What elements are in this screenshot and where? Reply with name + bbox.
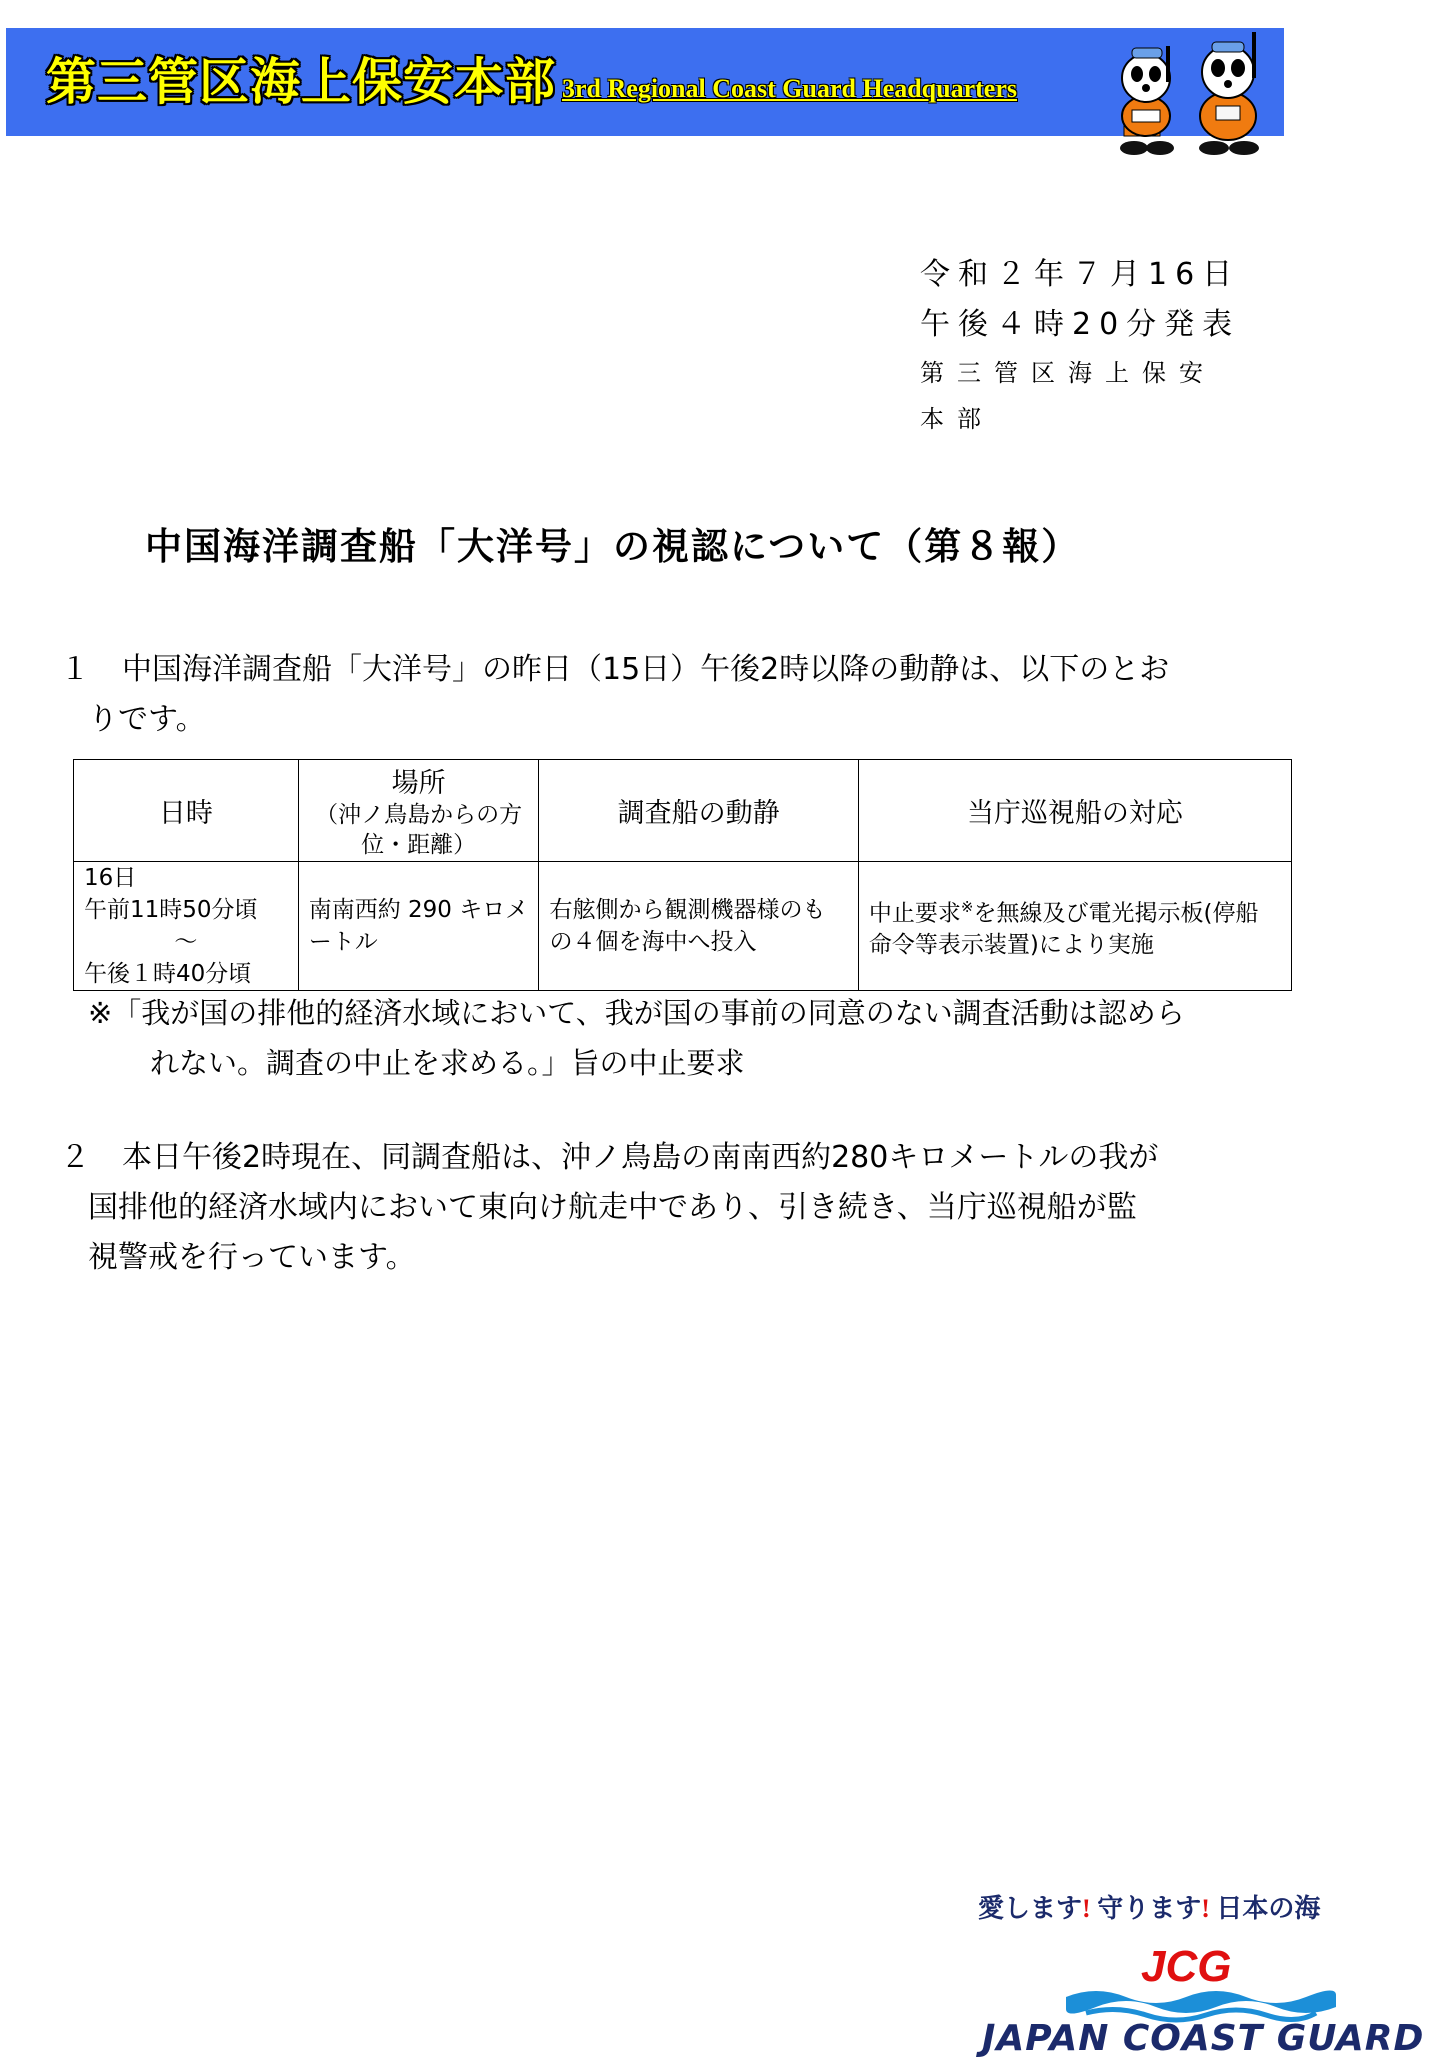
paragraph-text: 中国海洋調査船「大洋号」の昨日（15日）午後2時以降の動静は、以下のとお: [122, 652, 1170, 687]
response-post: を無線及び電光掲示板(停船命令等表示装置)により実施: [868, 900, 1259, 959]
slogan-excl: !: [1082, 1894, 1091, 1923]
paragraph-text: 国排他的経済水域内において東向け航走中であり、引き続き、当庁巡視船が監: [88, 1190, 1137, 1225]
paragraph-2: [60, 1133, 1300, 1283]
response-pre: 中止要求: [868, 900, 961, 927]
cell-start-time: 午前11時50分頃: [84, 897, 258, 923]
header-place-sub: （沖ノ鳥島からの方位・距離）: [315, 802, 523, 858]
slogan: [978, 1888, 1320, 1925]
cell-tilde: ～: [174, 929, 198, 955]
footnote: [88, 988, 1288, 1088]
coast-guard-mascots-icon: [1104, 26, 1284, 158]
cell-end-time: 午後１時40分頃: [84, 961, 252, 987]
footnote-line: ※「我が国の排他的経済水域において、我が国の事前の同意のない調査活動は認めら: [88, 996, 1185, 1030]
jcg-english-name: JAPAN COAST GUARD: [982, 2018, 1425, 2059]
paragraph-text: りです。: [88, 702, 206, 737]
slogan-part: 愛します: [978, 1894, 1083, 1923]
table-row: [74, 862, 1292, 991]
paragraph-number: ２: [60, 1140, 90, 1175]
header-movement: 調査船の動静: [539, 760, 858, 862]
issuing-org: 第三管区海上保安本部: [920, 359, 1216, 433]
cell-day: 16日: [84, 865, 137, 891]
response-mark: ※: [960, 897, 974, 916]
date-block: [920, 250, 1250, 433]
cell-place: 南南西約 290 キロメートル: [298, 862, 539, 991]
issue-time: 午後４時20分発表: [920, 307, 1241, 342]
slogan-part: 日本の海: [1216, 1894, 1321, 1923]
table-header-row: [74, 760, 1292, 862]
jcg-logo-text: JCG: [1141, 1942, 1232, 1991]
header-banner: [6, 28, 1284, 136]
cell-response: [858, 862, 1291, 991]
page-title: 中国海洋調査船「大洋号」の視認について（第８報）: [145, 525, 1081, 568]
paragraph-1: [60, 645, 1300, 745]
paragraph-number: １: [60, 652, 90, 687]
slogan-excl: !: [1201, 1894, 1210, 1923]
header-title-en: 3rd Regional Coast Guard Headquarters: [562, 74, 1017, 103]
header-response: 当庁巡視船の対応: [858, 760, 1291, 862]
slogan-part: 守ります: [1097, 1894, 1202, 1923]
header-title-ja: 第三管区海上保安本部: [46, 53, 556, 111]
header-datetime: 日時: [74, 760, 299, 862]
cell-movement: 右舷側から観測機器様のもの４個を海中へ投入: [539, 862, 858, 991]
cell-datetime: [74, 862, 299, 991]
footnote-line: れない。調査の中止を求める。」旨の中止要求: [150, 1046, 745, 1080]
issue-date: 令和２年７月16日: [920, 257, 1241, 292]
paragraph-text: 視警戒を行っています。: [88, 1240, 416, 1275]
paragraph-text: 本日午後2時現在、同調査船は、沖ノ鳥島の南南西約280キロメートルの我が: [122, 1140, 1159, 1175]
movement-table: [73, 759, 1292, 991]
header-place: [298, 760, 539, 862]
header-place-label: 場所: [391, 768, 446, 799]
